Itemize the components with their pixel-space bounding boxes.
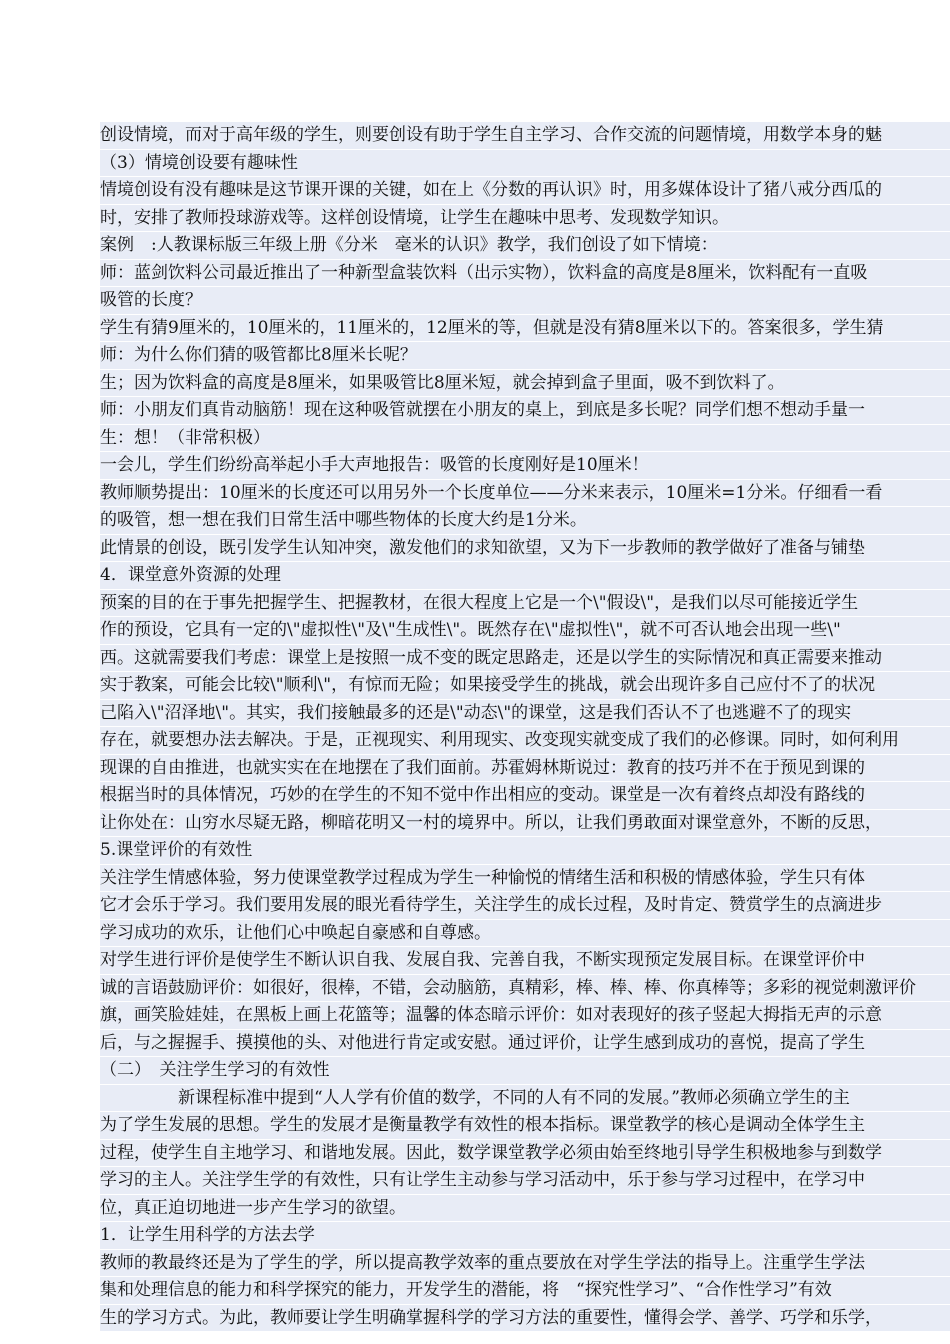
text-line: 学习的主人。关注学生学的有效性，只有让学生主动参与学习活动中，乐于参与学习过程中，在学习中 xyxy=(100,1167,950,1195)
text-line: 过程，使学生自主地学习、和谐地发展。因此，数学课堂教学必须由始至终地引导学生积极地参与到数学 xyxy=(100,1140,950,1168)
text-line: 它才会乐于学习。我们要用发展的眼光看待学生，关注学生的成长过程，及时肯定、赞赏学生的点滴进步 xyxy=(100,892,950,920)
text-line: 位，真正迫切地进一步产生学习的欲望。 xyxy=(100,1195,950,1223)
section-heading: （二） 关注学生学习的有效性 xyxy=(100,1057,950,1085)
text-line: 根据当时的具体情况，巧妙的在学生的不知不觉中作出相应的变动。课堂是一次有着终点却没有路线的 xyxy=(100,782,950,810)
text-line: 作的预设，它具有一定的\"虚拟性\"及\"生成性\"。既然存在\"虚拟性\"，就不可否认地会出现一些\" xyxy=(100,617,950,645)
text-line: 师：为什么你们猜的吸管都比8厘米长呢？ xyxy=(100,342,950,370)
document-page xyxy=(100,122,950,1332)
text-line: 生；因为饮料盒的高度是8厘米，如果吸管比8厘米短，就会掉到盒子里面，吸不到饮料了。 xyxy=(100,370,950,398)
section-heading: 1．让学生用科学的方法去学 xyxy=(100,1222,950,1250)
text-line: 存在，就要想办法去解决。于是，正视现实、利用现实、改变现实就变成了我们的必修课。同时，如何利用 xyxy=(100,727,950,755)
text-line: 情境创设有没有趣味是这节课开课的关键，如在上《分数的再认识》时，用多媒体设计了猪八戒分西瓜的 xyxy=(100,177,950,205)
text-line: 现课的自由推进，也就实实在在地摆在了我们面前。苏霍姆林斯说过：教育的技巧并不在于预见到课的 xyxy=(100,755,950,783)
text-line: 集和处理信息的能力和科学探究的能力，开发学生的潜能，将 “探究性学习”、“合作性学习”有效 xyxy=(100,1277,950,1305)
text-line: 让你处在：山穷水尽疑无路，柳暗花明又一村的境界中。所以，让我们勇敢面对课堂意外，不断的反思， xyxy=(100,810,950,838)
text-line: 旗，画笑脸娃娃，在黑板上画上花篮等；温馨的体态暗示评价：如对表现好的孩子竖起大拇指无声的示意 xyxy=(100,1002,950,1030)
text-line: 学习成功的欢乐，让他们心中唤起自豪感和自尊感。 xyxy=(100,920,950,948)
text-line: 创设情境，而对于高年级的学生，则要创设有助于学生自主学习、合作交流的问题情境，用数学本身的魅 xyxy=(100,122,950,150)
text-line: 师：蓝剑饮料公司最近推出了一种新型盒装饮料（出示实物），饮料盒的高度是8厘米，饮料配有一直吸 xyxy=(100,260,950,288)
text-line: 后，与之握握手、摸摸他的头、对他进行肯定或安慰。通过评价，让学生感到成功的喜悦，提高了学生 xyxy=(100,1030,950,1058)
text-line: 此情景的创设，既引发学生认知冲突，激发他们的求知欲望，又为下一步教师的教学做好了准备与铺垫 xyxy=(100,535,950,563)
text-line: 案例 :人教课标版三年级上册《分米 毫米的认识》教学，我们创设了如下情境： xyxy=(100,232,950,260)
text-line: 己陷入\"沼泽地\"。其实，我们接触最多的还是\"动态\"的课堂，这是我们否认不了也逃避不了的现实 xyxy=(100,700,950,728)
section-heading: 4．课堂意外资源的处理 xyxy=(100,562,950,590)
text-line: 时，安排了教师投球游戏等。这样创设情境，让学生在趣味中思考、发现数学知识。 xyxy=(100,205,950,233)
text-line: 实于教案，可能会比较\"顺利\"，有惊而无险；如果接受学生的挑战，就会出现许多自己应付不了的状况 xyxy=(100,672,950,700)
text-line: 西。这就需要我们考虑：课堂上是按照一成不变的既定思路走，还是以学生的实际情况和真正需要来推动 xyxy=(100,645,950,673)
text-line: 学生有猜9厘米的，10厘米的，11厘米的，12厘米的等，但就是没有猜8厘米以下的。答案很多，学生猜 xyxy=(100,315,950,343)
text-line: 教师的教最终还是为了学生的学，所以提高教学效率的重点要放在对学生学法的指导上。注重学生学法 xyxy=(100,1250,950,1278)
text-line: 一会儿，学生们纷纷高举起小手大声地报告：吸管的长度刚好是10厘米！ xyxy=(100,452,950,480)
text-line: 的吸管，想一想在我们日常生活中哪些物体的长度大约是1分米。 xyxy=(100,507,950,535)
text-line: 预案的目的在于事先把握学生、把握教材，在很大程度上它是一个\"假设\"，是我们以尽可能接近学生 xyxy=(100,590,950,618)
text-line: 教师顺势提出：10厘米的长度还可以用另外一个长度单位——分米来表示，10厘米=1分米。仔细看一看 xyxy=(100,480,950,508)
text-line: 诚的言语鼓励评价：如很好，很棒，不错，会动脑筋，真精彩，棒、棒、棒、你真棒等；多彩的视觉刺激评价 xyxy=(100,975,950,1003)
text-line: 关注学生情感体验，努力使课堂教学过程成为学生一种愉悦的情绪生活和积极的情感体验，学生只有体 xyxy=(100,865,950,893)
text-line: 吸管的长度？ xyxy=(100,287,950,315)
text-line: 师：小朋友们真肯动脑筋！现在这种吸管就摆在小朋友的桌上，到底是多长呢？同学们想不想动手量一 xyxy=(100,397,950,425)
text-line: 生：想！（非常积极） xyxy=(100,425,950,453)
text-line: 生的学习方式。为此，教师要让学生明确掌握科学的学习方法的重要性，懂得会学、善学、巧学和乐学， xyxy=(100,1305,950,1333)
text-line: 为了学生发展的思想。学生的发展才是衡量教学有效性的根本指标。课堂教学的核心是调动全体学生主 xyxy=(100,1112,950,1140)
section-heading: （3）情境创设要有趣味性 xyxy=(100,150,950,178)
text-line: 对学生进行评价是使学生不断认识自我、发展自我、完善自我，不断实现预定发展目标。在课堂评价中 xyxy=(100,947,950,975)
text-line: 新课程标准中提到“人人学有价值的数学，不同的人有不同的发展。”教师必须确立学生的主 xyxy=(100,1085,950,1113)
section-heading: 5.课堂评价的有效性 xyxy=(100,837,950,865)
